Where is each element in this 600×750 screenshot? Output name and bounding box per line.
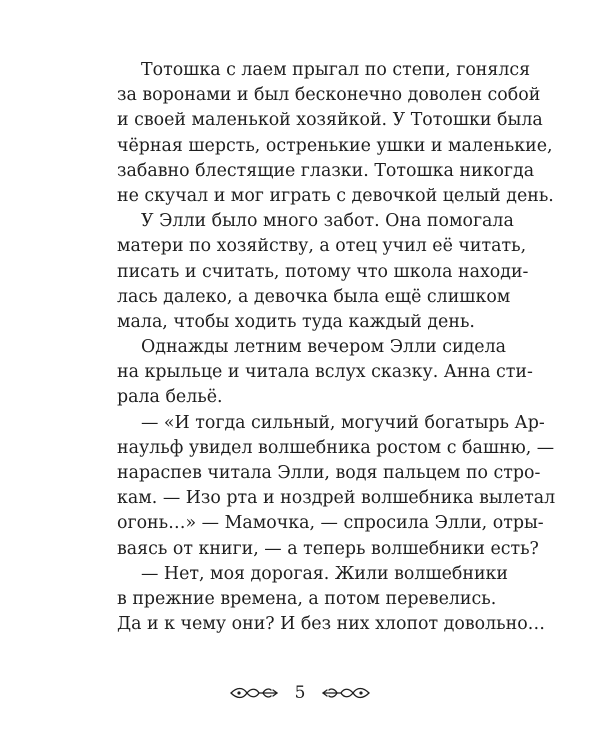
text-line: — Нет, моя дорогая. Жили волшебники [141, 563, 509, 584]
text-line: лась далеко, а девочка была ещё слишком [117, 286, 511, 307]
text-line: забавно блестящие глазки. Тотошка никогда [117, 160, 535, 181]
body-text [117, 58, 556, 637]
text-line: в прежние времена, а потом перевелись. [117, 588, 497, 609]
text-line: мала, чтобы ходить туда каждый день. [117, 311, 475, 332]
text-line: Тотошка с лаем прыгал по степи, гонялся [141, 60, 531, 80]
text-line: писать и считать, потому что школа находи- [117, 261, 529, 282]
text-line: матери по хозяйству, а отец учил её читать, [117, 236, 527, 257]
text-line: не скучал и мог играть с девочкой целый день. [117, 185, 554, 206]
text-line: за воронами и был бесконечно доволен собой [117, 85, 541, 106]
text-line: чёрная шерсть, остренькие ушки и маленькие, [117, 135, 553, 156]
text-line: У Элли было много забот. Она помогала [141, 211, 514, 232]
ornament-left-icon [229, 682, 281, 704]
text-line: и своей маленькой хозяйкой. У Тотошки была [117, 110, 543, 131]
page-number: 5 [294, 683, 306, 703]
text-line: Однажды летним вечером Элли сидела [141, 337, 506, 358]
text-line: на крыльце и читала вслух сказку. Анна сти- [117, 362, 533, 383]
ornament-right-icon [319, 682, 371, 704]
text-line: кам. — Изо рта и ноздрей волшебника вылетал [117, 488, 556, 509]
text-line: рала бельё. [117, 387, 223, 408]
text-line: нараспев читала Элли, водя пальцем по стро- [117, 463, 541, 483]
text-line: ваясь от книги, — а теперь волшебники есть? [117, 538, 539, 559]
text-line: огонь…» — Мамочка, — спросила Элли, отры- [117, 513, 544, 534]
text-line: наульф увидел волшебника ростом с башню, — [117, 437, 555, 458]
text-line: — «И тогда сильный, могучий богатырь Ар- [141, 412, 545, 433]
page-footer [0, 678, 600, 708]
text-line: Да и к чему они? И без них хлопот довольно… [117, 614, 546, 635]
